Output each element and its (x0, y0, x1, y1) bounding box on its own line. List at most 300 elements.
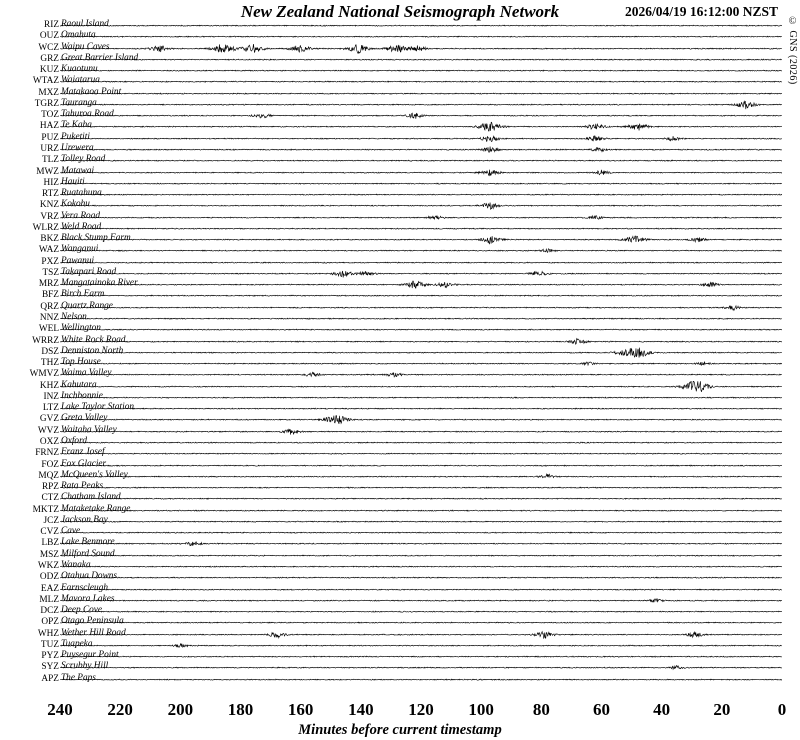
station-name: Tuapeka (61, 638, 93, 649)
trace-row (60, 595, 782, 606)
station-name: Milford Sound (61, 548, 115, 559)
station-code-label (0, 584, 60, 595)
waveform (60, 155, 782, 166)
station-code-label (0, 245, 60, 256)
trace-row (60, 324, 782, 335)
station-code: MKTZ (32, 504, 59, 515)
trace-row (60, 189, 782, 200)
station-name: Black Stump Farm (61, 233, 131, 244)
station-name: Puketiti (61, 131, 90, 142)
station-code-label (0, 674, 60, 685)
station-code: TOZ (41, 110, 59, 121)
trace-row (60, 674, 782, 685)
station-code: DSZ (41, 346, 59, 357)
trace-row (60, 99, 782, 110)
station-name: Tolley Road (61, 154, 106, 165)
station-code-label (0, 358, 60, 369)
station-name: Takapari Road (61, 266, 117, 277)
x-axis-tick: 0 (777, 700, 787, 719)
trace-row (60, 54, 782, 65)
waveform (60, 403, 782, 414)
x-axis (0, 700, 800, 740)
waveform (60, 358, 782, 369)
station-code-label (0, 572, 60, 583)
waveform (60, 538, 782, 549)
trace-row (60, 482, 782, 493)
station-code: KNZ (39, 200, 59, 211)
station-code-label (0, 43, 60, 54)
station-code: LBZ (41, 538, 59, 549)
station-code: WCZ (38, 42, 59, 53)
station-code: WHZ (37, 628, 59, 639)
trace-row (60, 88, 782, 99)
station-code-label (0, 414, 60, 425)
station-code: MXZ (38, 87, 59, 98)
waveform (60, 200, 782, 211)
station-name: Top House (61, 357, 101, 368)
waveform (60, 31, 782, 42)
waveform (60, 302, 782, 313)
station-name: Matakaoa Point (61, 86, 122, 97)
station-code: MLZ (39, 594, 59, 605)
trace-row (60, 212, 782, 223)
x-axis-tick: 40 (653, 700, 671, 719)
station-code: OUZ (39, 31, 59, 42)
page-title: New Zealand National Seismograph Network (240, 2, 560, 21)
x-axis-tick: 60 (593, 700, 610, 719)
station-code: WRRZ (32, 335, 59, 346)
waveform (60, 257, 782, 268)
trace-row (60, 43, 782, 54)
station-code-label (0, 31, 60, 42)
station-name: Fox Glacier (61, 458, 107, 469)
trace-row (60, 358, 782, 369)
station-name: Waitaha Valley (61, 424, 117, 435)
station-code: APZ (41, 673, 59, 684)
station-code: FOZ (41, 459, 59, 470)
trace-row (60, 392, 782, 403)
station-code: MQZ (38, 470, 59, 481)
waveform (60, 133, 782, 144)
x-axis-tick: 240 (47, 700, 73, 719)
waveform (60, 629, 782, 640)
station-code: CVZ (40, 527, 59, 538)
station-code: WAZ (38, 245, 59, 256)
x-axis-tick: 20 (713, 700, 731, 719)
station-code: DCZ (40, 606, 59, 617)
waveform (60, 426, 782, 437)
station-code: MSZ (39, 549, 59, 560)
waveform (60, 88, 782, 99)
waveform (60, 20, 782, 31)
station-code-label (0, 595, 60, 606)
trace-row (60, 268, 782, 279)
trace-row (60, 65, 782, 76)
waveform (60, 550, 782, 561)
trace-row (60, 302, 782, 313)
station-code-label (0, 505, 60, 516)
station-code: VRZ (40, 211, 59, 222)
station-code-label (0, 268, 60, 279)
waveform (60, 110, 782, 121)
station-name: Ruatahuna (61, 188, 102, 199)
station-code: TLZ (41, 155, 59, 166)
station-code-label (0, 392, 60, 403)
trace-row (60, 200, 782, 211)
station-name: Quartz Range (61, 300, 113, 311)
station-name: Omahuta (61, 30, 96, 41)
station-code: WVZ (37, 425, 59, 436)
waveform (60, 65, 782, 76)
waveform (60, 167, 782, 178)
station-code: RIZ (44, 20, 59, 30)
station-code: PXZ (41, 256, 59, 267)
waveform (60, 178, 782, 189)
trace-row (60, 550, 782, 561)
trace-row (60, 617, 782, 628)
trace-row (60, 629, 782, 640)
station-code-label (0, 155, 60, 166)
station-code-label (0, 234, 60, 245)
trace-row (60, 651, 782, 662)
station-code: WKZ (37, 560, 59, 571)
station-name: Waipu Caves (61, 41, 110, 52)
trace-row (60, 347, 782, 358)
station-code: MWZ (36, 166, 59, 177)
waveform (60, 414, 782, 425)
station-name: Urewera (61, 142, 94, 153)
station-code-label (0, 538, 60, 549)
x-axis-tick: 160 (287, 700, 314, 719)
station-code-label (0, 144, 60, 155)
station-code: ODZ (39, 572, 59, 583)
station-name: Great Barrier Island (61, 52, 139, 63)
waveform (60, 516, 782, 527)
trace-row (60, 76, 782, 87)
trace-row (60, 121, 782, 132)
waveform (60, 662, 782, 673)
trace-row (60, 133, 782, 144)
waveform (60, 392, 782, 403)
station-code: BFZ (41, 290, 59, 301)
waveform (60, 347, 782, 358)
station-code-label (0, 448, 60, 459)
waveform (60, 223, 782, 234)
station-code-label (0, 99, 60, 110)
waveform (60, 651, 782, 662)
station-code: LTZ (42, 403, 59, 414)
station-name: Kokohu (61, 199, 90, 210)
waveform (60, 290, 782, 301)
trace-row (60, 31, 782, 42)
station-name: Lake Taylor Station (61, 402, 135, 413)
station-name: Kahutara (61, 379, 97, 390)
station-code-label (0, 200, 60, 211)
station-name: Earnscleugh (61, 582, 108, 593)
station-code-label (0, 550, 60, 561)
waveform (60, 606, 782, 617)
station-name: Franz Josef (61, 447, 105, 458)
waveform (60, 336, 782, 347)
station-name: Vera Road (61, 210, 100, 221)
station-code: TSZ (42, 267, 59, 278)
station-name: Inchbonnie (61, 390, 103, 401)
trace-row (60, 437, 782, 448)
station-code-label (0, 662, 60, 673)
station-name: Tauranga (61, 97, 97, 108)
waveform (60, 617, 782, 628)
station-name: McQueen's Valley (61, 469, 128, 480)
trace-row (60, 155, 782, 166)
station-name: Birch Farm (61, 289, 105, 300)
waveform (60, 234, 782, 245)
station-code-label (0, 493, 60, 504)
station-name: Jackson Bay (61, 514, 108, 525)
waveform (60, 493, 782, 504)
trace-row (60, 178, 782, 189)
waveform (60, 76, 782, 87)
station-code-label (0, 302, 60, 313)
station-code: WEL (38, 324, 59, 335)
station-code-label (0, 313, 60, 324)
station-code: GVZ (39, 414, 59, 425)
station-name: Scrubby Hill (61, 661, 109, 672)
trace-row (60, 369, 782, 380)
station-code: KUZ (39, 65, 59, 76)
station-code-label (0, 76, 60, 87)
trace-row (60, 20, 782, 31)
station-name: Mavora Lakes (61, 593, 115, 604)
station-name: Waiatarua (61, 75, 100, 86)
trace-row (60, 245, 782, 256)
station-code-label (0, 336, 60, 347)
station-code: EAZ (40, 583, 59, 594)
trace-row (60, 257, 782, 268)
station-code: HIZ (43, 177, 59, 188)
waveform (60, 584, 782, 595)
station-code: WMVZ (29, 369, 59, 380)
station-name: Matawai (61, 165, 95, 176)
trace-row (60, 527, 782, 538)
x-axis-tick: 220 (107, 700, 133, 719)
station-name: Puysegur Point (61, 650, 119, 661)
station-code-label (0, 223, 60, 234)
waveform (60, 561, 782, 572)
trace-row (60, 460, 782, 471)
station-name: Greta Valley (61, 413, 108, 424)
trace-row (60, 538, 782, 549)
station-code: HAZ (39, 121, 59, 132)
waveform (60, 245, 782, 256)
station-code-label (0, 257, 60, 268)
station-code: OXZ (39, 436, 59, 447)
station-code-label (0, 471, 60, 482)
station-code: CTZ (41, 493, 59, 504)
station-code-label (0, 65, 60, 76)
station-code-label (0, 54, 60, 65)
station-name: Waima Valley (61, 368, 112, 379)
station-name: Rata Peaks (61, 481, 104, 492)
waveform (60, 212, 782, 223)
station-code: OPZ (41, 617, 59, 628)
trace-row (60, 662, 782, 673)
station-code: WTAZ (32, 76, 59, 87)
trace-row (60, 584, 782, 595)
trace-row (60, 167, 782, 178)
current-timestamp: 2026/04/19 16:12:00 NZST (624, 4, 778, 19)
station-name: Weld Road (61, 221, 102, 232)
station-code-label (0, 516, 60, 527)
trace-row (60, 448, 782, 459)
station-name: Otahua Downs (61, 571, 118, 582)
station-code: QRZ (40, 301, 59, 312)
station-name: Denniston North (61, 345, 124, 356)
waveform (60, 460, 782, 471)
waveform (60, 324, 782, 335)
station-code: TGRZ (34, 98, 59, 109)
waveform (60, 189, 782, 200)
station-code-label (0, 561, 60, 572)
x-axis-tick: 100 (468, 700, 494, 719)
waveform (60, 121, 782, 132)
trace-row (60, 234, 782, 245)
station-name: Tahuroa Road (61, 109, 114, 120)
x-axis-tick: 140 (348, 700, 374, 719)
station-code-label (0, 617, 60, 628)
trace-row (60, 381, 782, 392)
station-code-label (0, 381, 60, 392)
station-name: Wanganui (61, 244, 99, 255)
station-name: Pawanui (61, 255, 95, 266)
seismogram-plot (60, 20, 782, 701)
station-code-label (0, 460, 60, 471)
station-name: Kuaotunu (61, 64, 98, 75)
waveform (60, 482, 782, 493)
station-name: Oxford (61, 435, 87, 446)
trace-row (60, 290, 782, 301)
waveform (60, 572, 782, 583)
trace-row (60, 640, 782, 651)
station-code-label (0, 629, 60, 640)
waveform (60, 674, 782, 685)
copyright-notice: © GNS (2026) (787, 16, 798, 85)
station-name: Mangatainoka River (61, 278, 138, 289)
station-code-label (0, 347, 60, 358)
station-name: Hauiti (61, 176, 85, 187)
station-code-label (0, 20, 60, 31)
station-code-label (0, 110, 60, 121)
x-axis-tick: 80 (532, 700, 550, 719)
station-code: PYZ (41, 651, 59, 662)
trace-row (60, 403, 782, 414)
trace-row (60, 471, 782, 482)
x-axis-tick: 120 (408, 700, 434, 719)
waveform (60, 505, 782, 516)
station-name: Wether Hill Road (61, 627, 126, 638)
station-code-label (0, 437, 60, 448)
station-code-label (0, 189, 60, 200)
waveform (60, 437, 782, 448)
trace-row (60, 279, 782, 290)
trace-row (60, 110, 782, 121)
station-code-label (0, 369, 60, 380)
waveform (60, 595, 782, 606)
station-code-label (0, 133, 60, 144)
station-code-label (0, 640, 60, 651)
waveform (60, 448, 782, 459)
waveform (60, 279, 782, 290)
waveform (60, 381, 782, 392)
station-name: Te Kaha (61, 120, 92, 131)
station-name: Otago Peninsula (61, 616, 124, 627)
station-code-label (0, 178, 60, 189)
station-code: BKZ (40, 234, 59, 245)
station-code: PUZ (41, 132, 59, 143)
station-code-label (0, 121, 60, 132)
station-code-label (0, 651, 60, 662)
trace-row (60, 505, 782, 516)
waveform (60, 527, 782, 538)
station-name: Chatham Island (61, 492, 121, 503)
trace-row (60, 144, 782, 155)
station-code-label (0, 426, 60, 437)
trace-row (60, 336, 782, 347)
station-code-label (0, 324, 60, 335)
station-code-label (0, 606, 60, 617)
station-name: Cave (61, 526, 81, 537)
station-code: NNZ (39, 313, 59, 324)
x-axis-tick: 180 (227, 700, 254, 719)
trace-row (60, 223, 782, 234)
station-name: Wanaka (61, 559, 91, 570)
station-code-label (0, 212, 60, 223)
station-code: SYZ (41, 662, 59, 673)
waveform (60, 471, 782, 482)
station-code-label (0, 290, 60, 301)
station-code: MRZ (38, 279, 59, 290)
station-code-label (0, 482, 60, 493)
station-code: WLRZ (32, 222, 59, 233)
station-code: TUZ (40, 639, 59, 650)
station-code: RPZ (41, 482, 59, 493)
waveform (60, 43, 782, 54)
station-code-label (0, 88, 60, 99)
waveform (60, 268, 782, 279)
station-code: INZ (43, 391, 59, 402)
waveform (60, 99, 782, 110)
station-code: GRZ (40, 53, 59, 64)
station-code-label (0, 527, 60, 538)
waveform (60, 54, 782, 65)
waveform (60, 640, 782, 651)
trace-row (60, 313, 782, 324)
station-code: KHZ (39, 380, 59, 391)
station-code-label (0, 403, 60, 414)
trace-row (60, 516, 782, 527)
station-name: Wellington (61, 323, 101, 334)
trace-row (60, 561, 782, 572)
waveform (60, 144, 782, 155)
station-code-label (0, 167, 60, 178)
station-code: URZ (40, 143, 59, 154)
station-name: Nelson (61, 312, 87, 323)
station-name: The Paps (61, 672, 96, 683)
trace-row (60, 606, 782, 617)
trace-row (60, 414, 782, 425)
waveform (60, 313, 782, 324)
waveform (60, 369, 782, 380)
station-code: JCZ (43, 515, 59, 526)
